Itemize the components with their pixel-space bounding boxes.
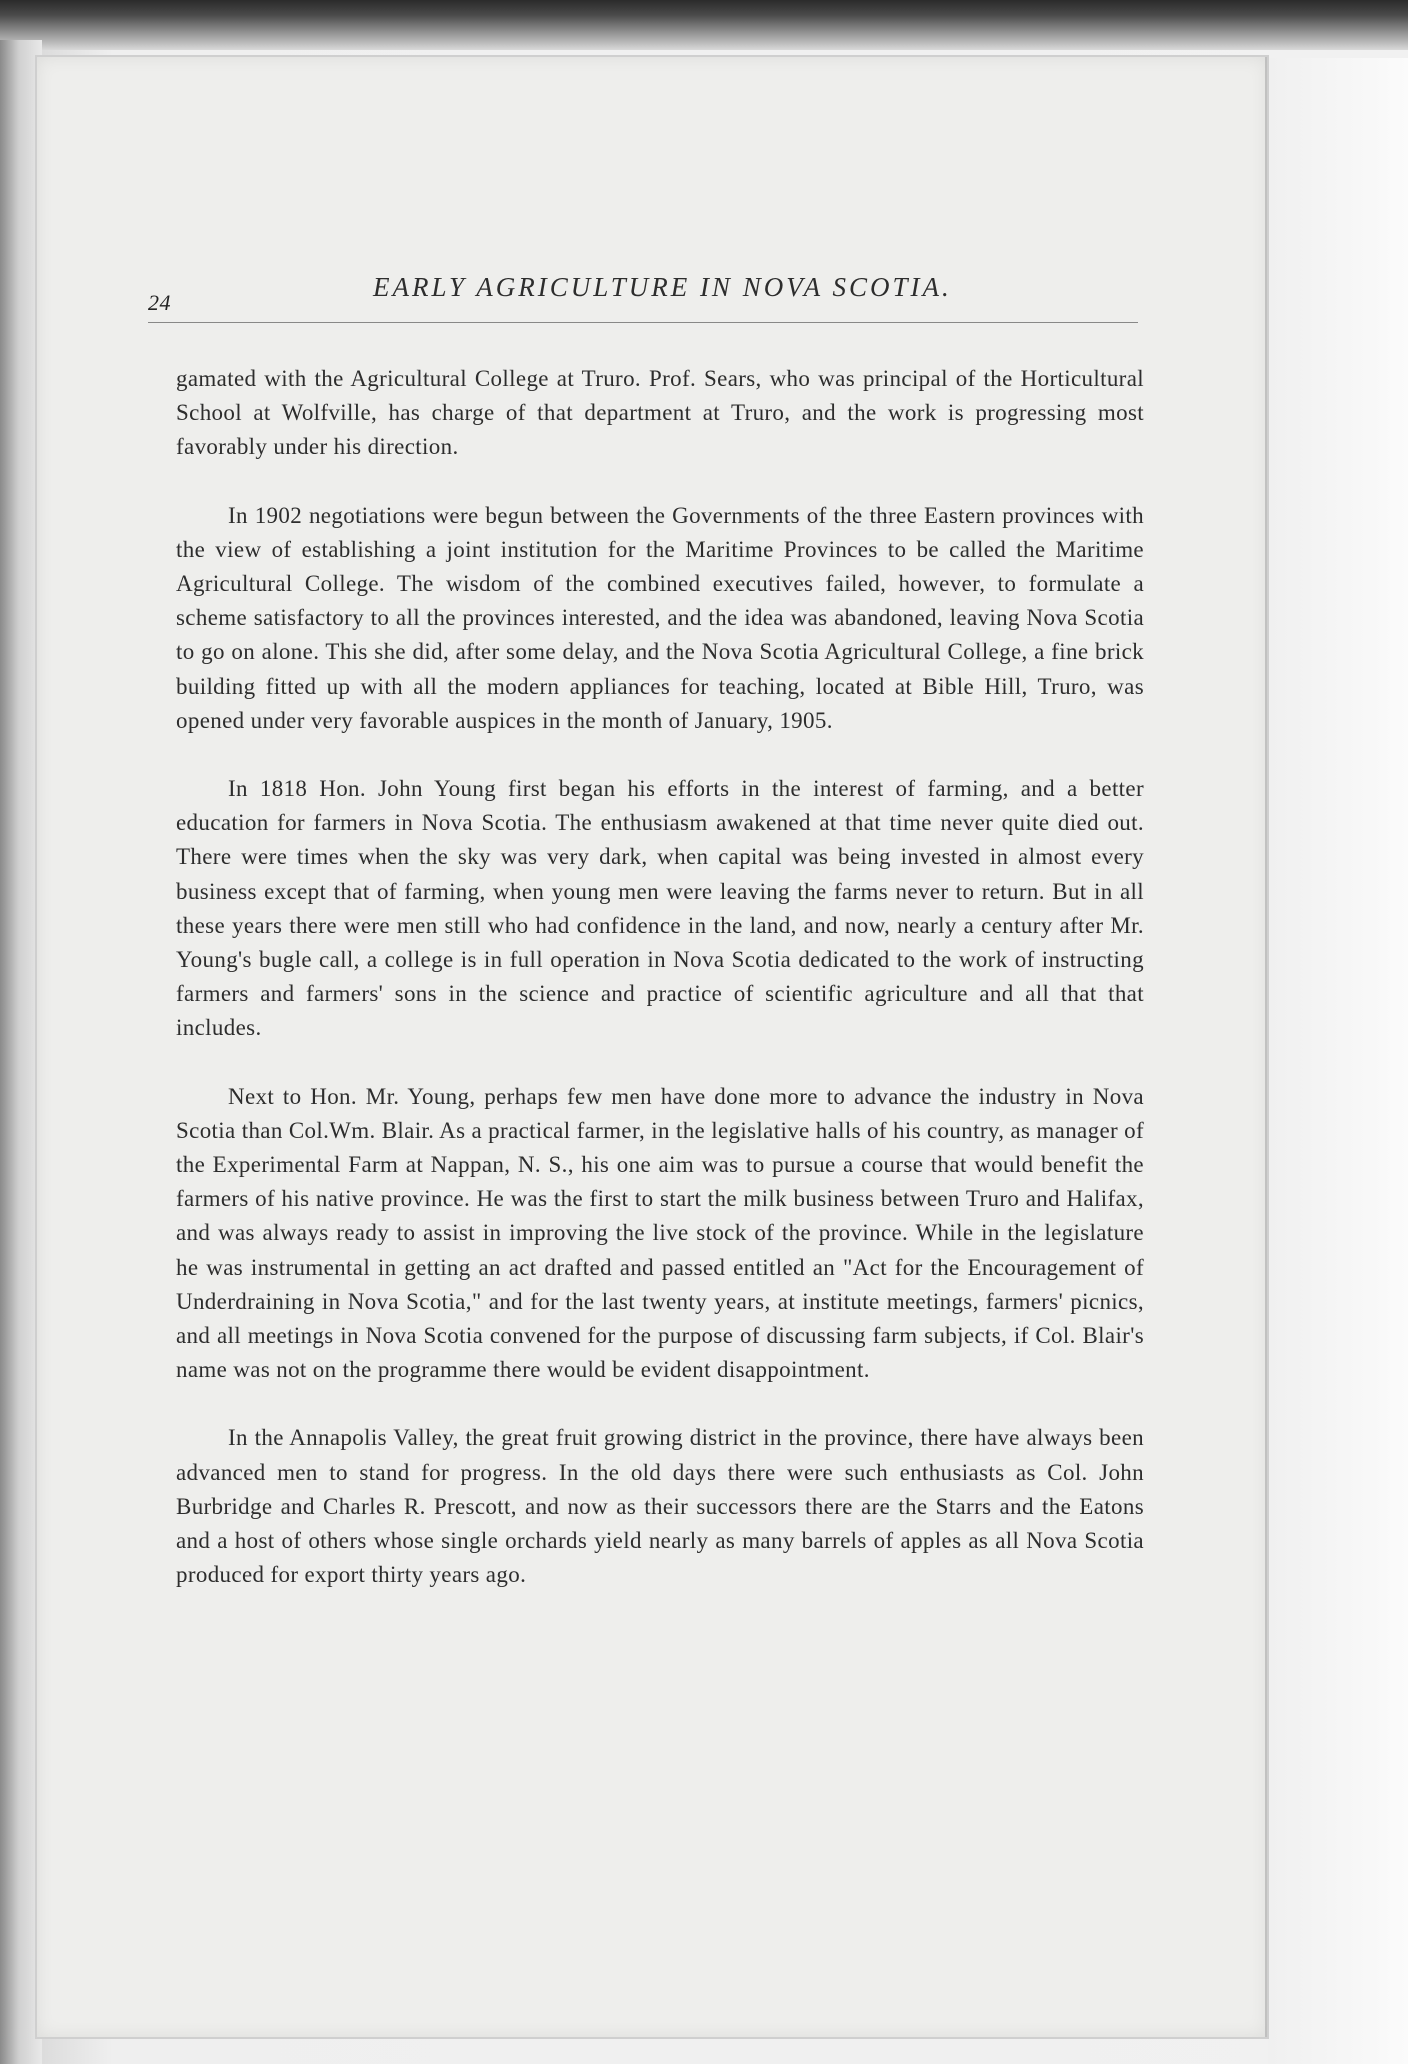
paragraph-john-young: In 1818 Hon. John Young first began his efforts in the interest of farming, and a better education for farmers in Nova Scotia. The enthusiasm awakened at that time never quite died out. There were times when the sky was very dark, when capital was being invested in almost every business except that of farming, when young men were leaving the farms never to return. But in all these years there were men still who had confidence in the land, and now, nearly a century after Mr. Young's bugle call, a college is in full operation in Nova Scotia dedicated to the work of instructing farmers and farmers' sons in the science and practice of scientific agriculture and all that that includes. <box>176 776 1144 1041</box>
header-rule <box>148 322 1138 323</box>
paragraph-col-blair: Next to Hon. Mr. Young, perhaps few men have done more to advance the industry in Nova Scotia than Col.Wm. Blair. As a practical farmer, in the legislative halls of his country, as manager of the Experimental Farm at Nappan, N. S., his one aim was to pursue a course that would benefit the farmers of his native province. He was the first to start the milk business between Truro and Halifax, and was always ready to assist in improving the live stock of the province. While in the legislature he was instrumental in getting an act drafted and passed entitled an "Act for the Encouragement of Underdraining in Nova Scotia," and for the last twenty years, at institute meetings, farmers' picnics, and all meetings in Nova Scotia convened for the purpose of discussing farm subjects, if Col. Blair's name was not on the programme there would be evident disappointment. <box>176 1083 1144 1383</box>
page-header <box>148 272 1138 316</box>
paragraph-maritime-college: In 1902 negotiations were begun between the Governments of the three Eastern provinces with the view of establishing a joint institution for the Maritime Provinces to be called the Maritime Agricultural College. The wisdom of the combined executives failed, however, to formulate a scheme satisfactory to all the provinces interested, and the idea was abandoned, leaving Nova Scotia to go on alone. This she did, after some delay, and the Nova Scotia Agricultural College, a fine brick building fitted up with all the modern appliances for teaching, located at Bible Hill, Truro, was opened under very favorable auspices in the month of January, 1905. <box>176 502 1144 733</box>
running-head: EARLY AGRICULTURE IN NOVA SCOTIA. <box>373 272 952 302</box>
body-text <box>176 362 1144 1593</box>
paragraph-truro-college: gamated with the Agricultural College at Truro. Prof. Sears, who was principal of the Horticultural School at Wolfville, has charge of that department at Truro, and the work is progressing most favorably under his direction. <box>176 366 1144 460</box>
page-number: 24 <box>148 290 171 315</box>
right-page-margin <box>1268 58 1408 2064</box>
paragraph-annapolis-valley: In the Annapolis Valley, the great fruit growing district in the province, there have always been advanced men to stand for progress. In the old days there were such enthusiasts as Col. John Burbridge and Charles R. Prescott, and now as their successors there are the Starrs and the Eatons and a host of others whose single orchards yield nearly as many barrels of apples as all Nova Scotia produced for export thirty years ago. <box>176 1425 1144 1588</box>
